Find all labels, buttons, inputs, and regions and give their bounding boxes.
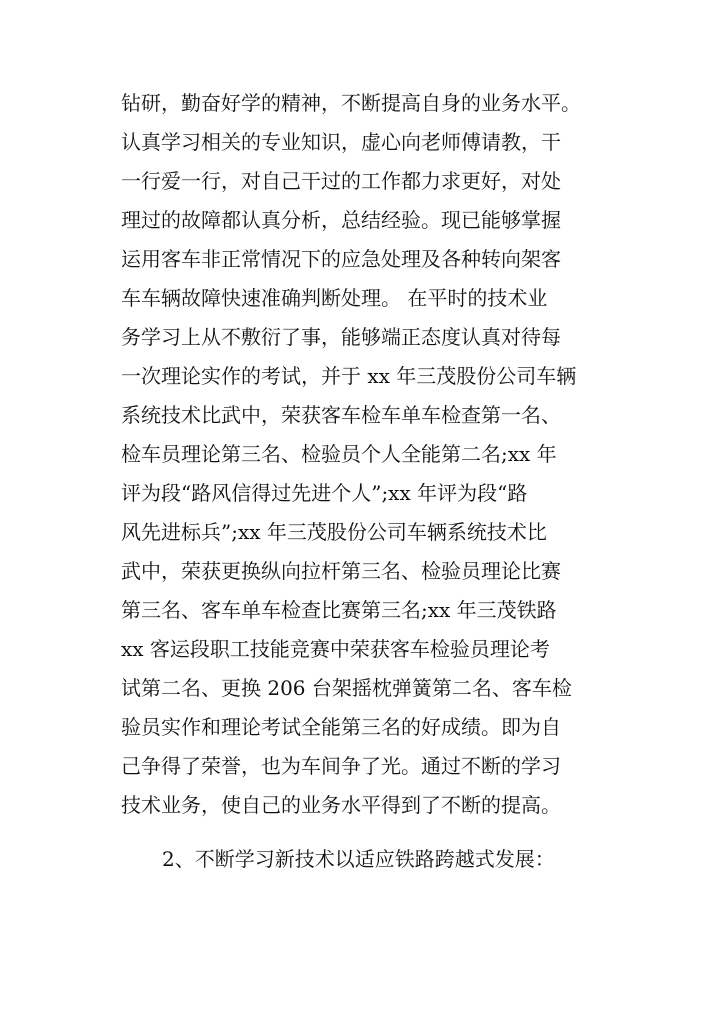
paragraph-line: 系统技术比武中，荣获客车检车单车检查第一名、 <box>121 403 561 427</box>
paragraph-line: 运用客车非正常情况下的应急处理及各种转向架客 <box>121 247 561 271</box>
paragraph-line: 一行爱一行，对自己干过的工作都力求更好，对处 <box>121 169 561 193</box>
paragraph-line: 验员实作和理论考试全能第三名的好成绩。即为自 <box>121 715 561 739</box>
section-heading: 2、不断学习新技术以适应铁路跨越式发展： <box>162 847 555 871</box>
paragraph-line: 风先进标兵”;xx 年三茂股份公司车辆系统技术比 <box>121 520 547 544</box>
paragraph-line: xx 客运段职工技能竞赛中荣获客车检验员理论考 <box>121 637 550 661</box>
paragraph-line: 己争得了荣誉，也为车间争了光。通过不断的学习 <box>121 754 561 778</box>
paragraph-line: 第三名、客车单车检查比赛第三名;xx 年三茂铁路 <box>121 598 557 622</box>
paragraph-line: 试第二名、更换 206 台架摇枕弹簧第二名、客车检 <box>121 676 572 700</box>
body-paragraph <box>121 84 603 825</box>
paragraph-line: 车车辆故障快速准确判断处理。 在平时的技术业 <box>121 286 548 310</box>
paragraph-line: 认真学习相关的专业知识，虚心向老师傅请教，干 <box>121 130 561 154</box>
paragraph-line: 钻研，勤奋好学的精神，不断提高自身的业务水平。 <box>121 91 581 115</box>
paragraph-line: 理过的故障都认真分析，总结经验。现已能够掌握 <box>121 208 561 232</box>
paragraph-line: 评为段“路风信得过先进个人”;xx 年评为段“路 <box>121 481 528 505</box>
paragraph-line: 技术业务，使自己的业务水平得到了不断的提高。 <box>121 793 561 817</box>
paragraph-line: 检车员理论第三名、检验员个人全能第二名;xx 年 <box>121 442 557 466</box>
paragraph-line: 武中，荣获更换纵向拉杆第三名、检验员理论比赛 <box>121 559 561 583</box>
paragraph-line: 务学习上从不敷衍了事，能够端正态度认真对待每 <box>121 325 561 349</box>
paragraph-line: 一次理论实作的考试，并于 xx 年三茂股份公司车辆 <box>121 364 577 388</box>
